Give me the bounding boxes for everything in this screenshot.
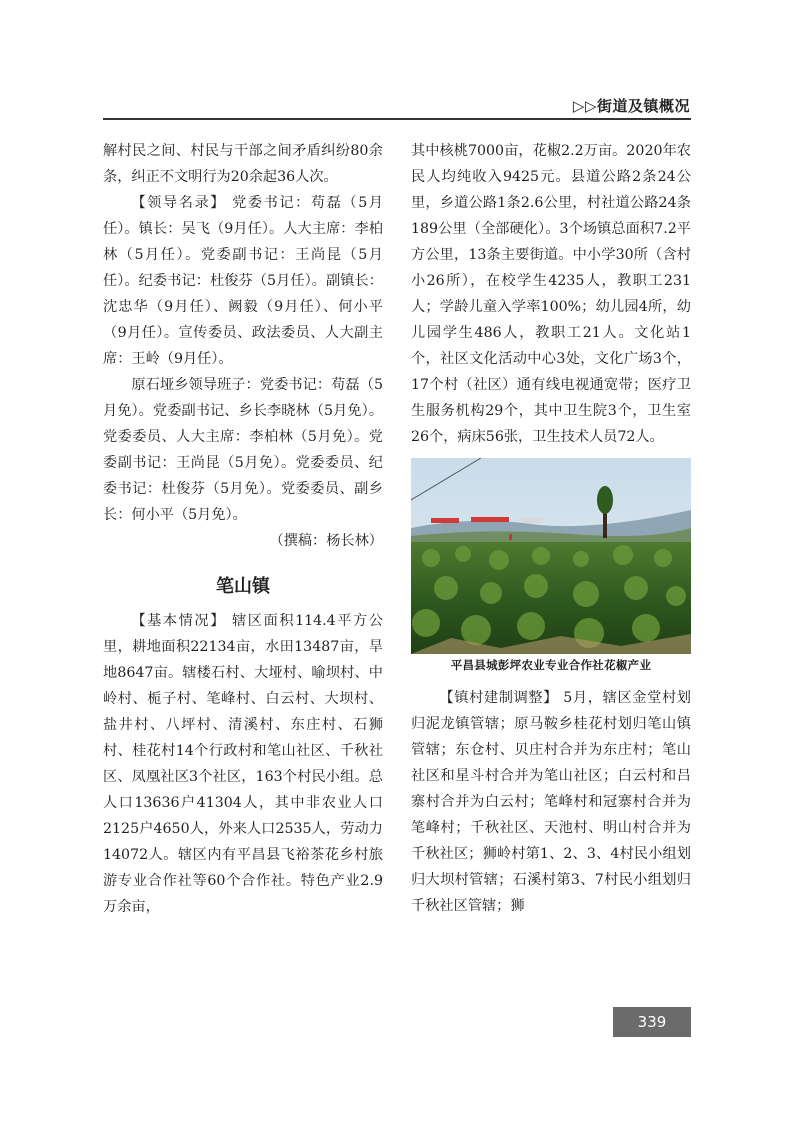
header-rule — [103, 118, 691, 120]
left-column — [103, 138, 383, 920]
paragraph-basic-info: 【基本情况】 辖区面积114.4平方公里，耕地面积22134亩，水田13487亩，旱地8647亩。辖楼石村、大垭村、喻坝村、中岭村、栀子村、笔峰村、白云村、大坝村、盐井村、八坪村、清溪村、东庄村、石狮村、桂花村14个行政村和笔山社区、千秋社区、凤凰社区3个社区，163个村民小组。总人口13636户41304人，其中非农业人口2125户4650人，外来人口2535人，劳动力14072人。辖区内有平昌县飞裕茶花乡村旅游专业合作社等60个合作社。特色产业2.9万余亩， — [103, 613, 383, 915]
right-column — [411, 138, 691, 919]
paragraph-leaders: 【领导名录】 党委书记：苟磊（5月任）。镇长：吴飞（9月任）。人大主席：李柏林（5月任）。党委副书记：王尚昆（5月任）。纪委书记：杜俊芬（5月任）。副镇长：沈忠华（9月任）、阙毅（9月任）、何小平（9月任）。宣传委员、政法委员、人大副主席：王岭（9月任）。 — [103, 195, 383, 367]
paragraph-continuation-right: 其中核桃7000亩，花椒2.2万亩。2020年农民人均纯收入9425元。县道公路2条24公里，乡道公路1条2.6公里，村社道公路24条189公里（全部硬化）。3个场镇总面积7.2平方公里，13条主要街道。中小学30所（含村小26所），在校学生4235人，教职工231人；学龄儿童入学率100%；幼儿园4所，幼儿园学生486人，教职工21人。文化站1个，社区文化活动中心3处，文化广场3个，17个村（社区）通有线电视通宽带；医疗卫生服务机构29个，其中卫生院3个，卫生室26个，病床56张，卫生技术人员72人。 — [411, 143, 691, 445]
paragraph-former-leaders: 原石垭乡领导班子：党委书记：苟磊（5月免）。党委副书记、乡长李晓林（5月免）。党委委员、人大主席：李柏林（5月免）。党委副书记：王尚昆（5月免）。党委委员、纪委书记：杜俊芬（5月免）。党委委员、副乡长：何小平（5月免）。 — [103, 377, 383, 523]
running-header: ▷▷街道及镇概况 — [572, 97, 690, 115]
paragraph-adjustment: 【镇村建制调整】 5月，辖区金堂村划归泥龙镇管辖；原马鞍乡桂花村划归笔山镇管辖；东仓村、贝庄村合并为东庄村；笔山社区和星斗村合并为笔山社区；白云村和吕寨村合并为白云村；笔峰村和冠寨村合并为笔峰村；千秋社区、天池村、明山村合并为千秋社区；狮岭村第1、2、3、4村民小组划归大坝村管辖；石溪村第3、7村民小组划归千秋社区管辖；狮 — [411, 690, 691, 914]
photo-caption: 平昌县城彭坪农业专业合作社花椒产业 — [450, 658, 652, 672]
section-title: 笔山镇 — [216, 576, 270, 597]
paragraph-continuation: 解村民之间、村民与干部之间矛盾纠纷80余条，纠正不文明行为20余起36人次。 — [103, 143, 383, 185]
pepper-field-photo — [411, 458, 691, 654]
page-number: 339 — [613, 1007, 691, 1037]
author-signature: （撰稿：杨长林） — [269, 533, 383, 549]
